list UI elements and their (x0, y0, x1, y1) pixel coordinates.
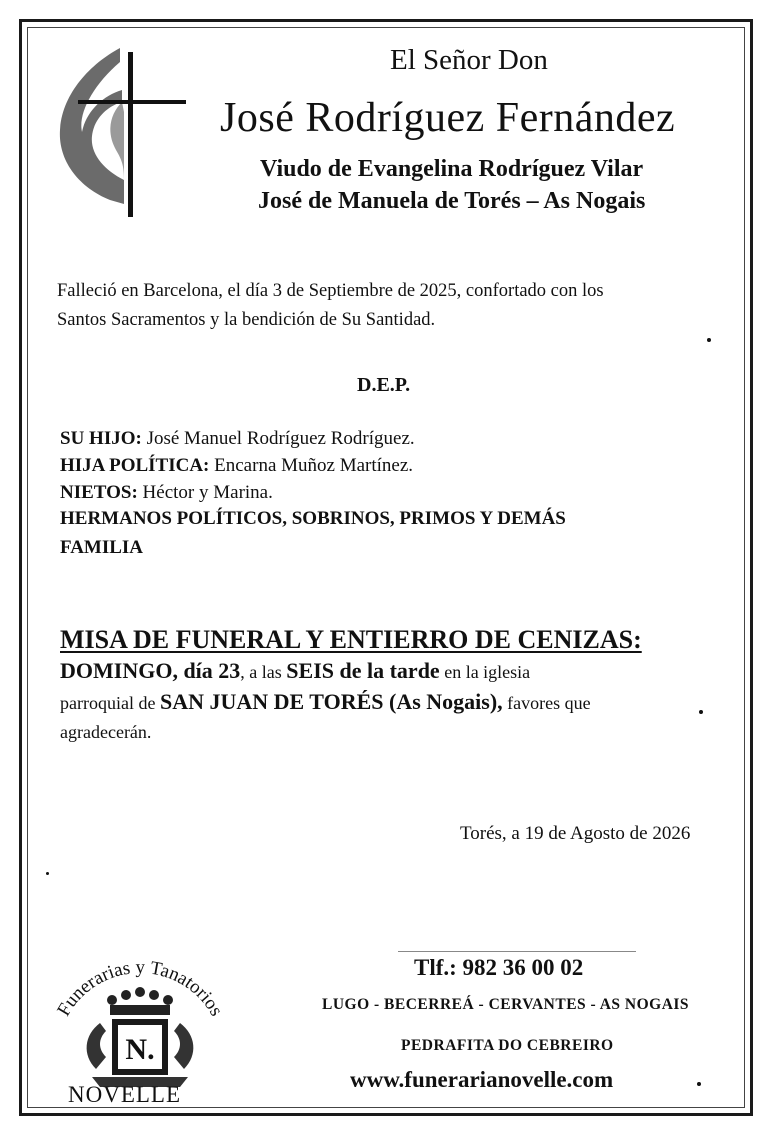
place-date: Torés, a 19 de Agosto de 2026 (460, 823, 691, 844)
cross-flame-icon (52, 42, 192, 222)
mass-favores: favores que (502, 693, 591, 713)
honorific: El Señor Don (390, 44, 548, 76)
son-value: José Manuel Rodríguez Rodríguez. (141, 428, 415, 449)
mass-parroquial: parroquial de (60, 693, 160, 713)
emblem-letter: N. (125, 1033, 155, 1066)
death-notice-line-2: Santos Sacramentos y la bendición de Su Santidad. (57, 310, 436, 330)
daughter-in-law-label: HIJA POLÍTICA: (60, 455, 210, 476)
mass-church-pre: en la iglesia (439, 662, 531, 682)
family-son (60, 428, 415, 450)
daughter-in-law-value: Encarna Muñoz Martínez. (209, 455, 414, 476)
widower-line: Viudo de Evangelina Rodríguez Vilar (260, 156, 644, 182)
speck (699, 710, 703, 714)
mass-thanks: agradecerán. (60, 722, 152, 742)
family-grandchildren (60, 482, 273, 504)
household-line: José de Manuela de Torés – As Nogais (258, 188, 646, 214)
speck (707, 338, 711, 342)
deceased-name: José Rodríguez Fernández (220, 95, 676, 141)
mass-time-line (60, 658, 530, 684)
funeral-mass-heading: MISA DE FUNERAL Y ENTIERRO DE CENIZAS: (60, 625, 642, 654)
family-others-line-1: HERMANOS POLÍTICOS, SOBRINOS, PRIMOS Y DEMÁS (60, 508, 566, 529)
dep-heading: D.E.P. (357, 374, 411, 396)
phone-number: Tlf.: 982 36 00 02 (414, 955, 584, 980)
speck (697, 1082, 701, 1086)
mass-church: SAN JUAN DE TORÉS (As Nogais), (159, 689, 503, 714)
locations-line-1: LUGO - BECERREÁ - CERVANTES - AS NOGAIS (322, 996, 690, 1013)
funeral-home-name: NOVELLE (68, 1082, 182, 1107)
funeral-home-arc-text: Funerarias y Tanatorios (53, 956, 227, 1020)
mass-time: SEIS de la tarde (286, 658, 440, 683)
mass-church-line (60, 689, 591, 715)
family-daughter-in-law (60, 455, 413, 477)
mass-at: , a las (240, 662, 287, 682)
grandchildren-value: Héctor y Marina. (137, 482, 273, 503)
grandchildren-label: NIETOS: (60, 482, 138, 503)
speck (46, 872, 49, 875)
family-others-line-2: FAMILIA (60, 537, 144, 558)
mass-day: DOMINGO, día 23 (60, 658, 241, 683)
website-link[interactable]: www.funerarianovelle.com (350, 1067, 614, 1092)
contact-divider (398, 951, 636, 952)
death-notice-line-1: Falleció en Barcelona, el día 3 de Septiembre de 2025, confortado con los (57, 281, 604, 301)
son-label: SU HIJO: (60, 428, 142, 449)
locations-line-2: PEDRAFITA DO CEBREIRO (401, 1037, 614, 1054)
